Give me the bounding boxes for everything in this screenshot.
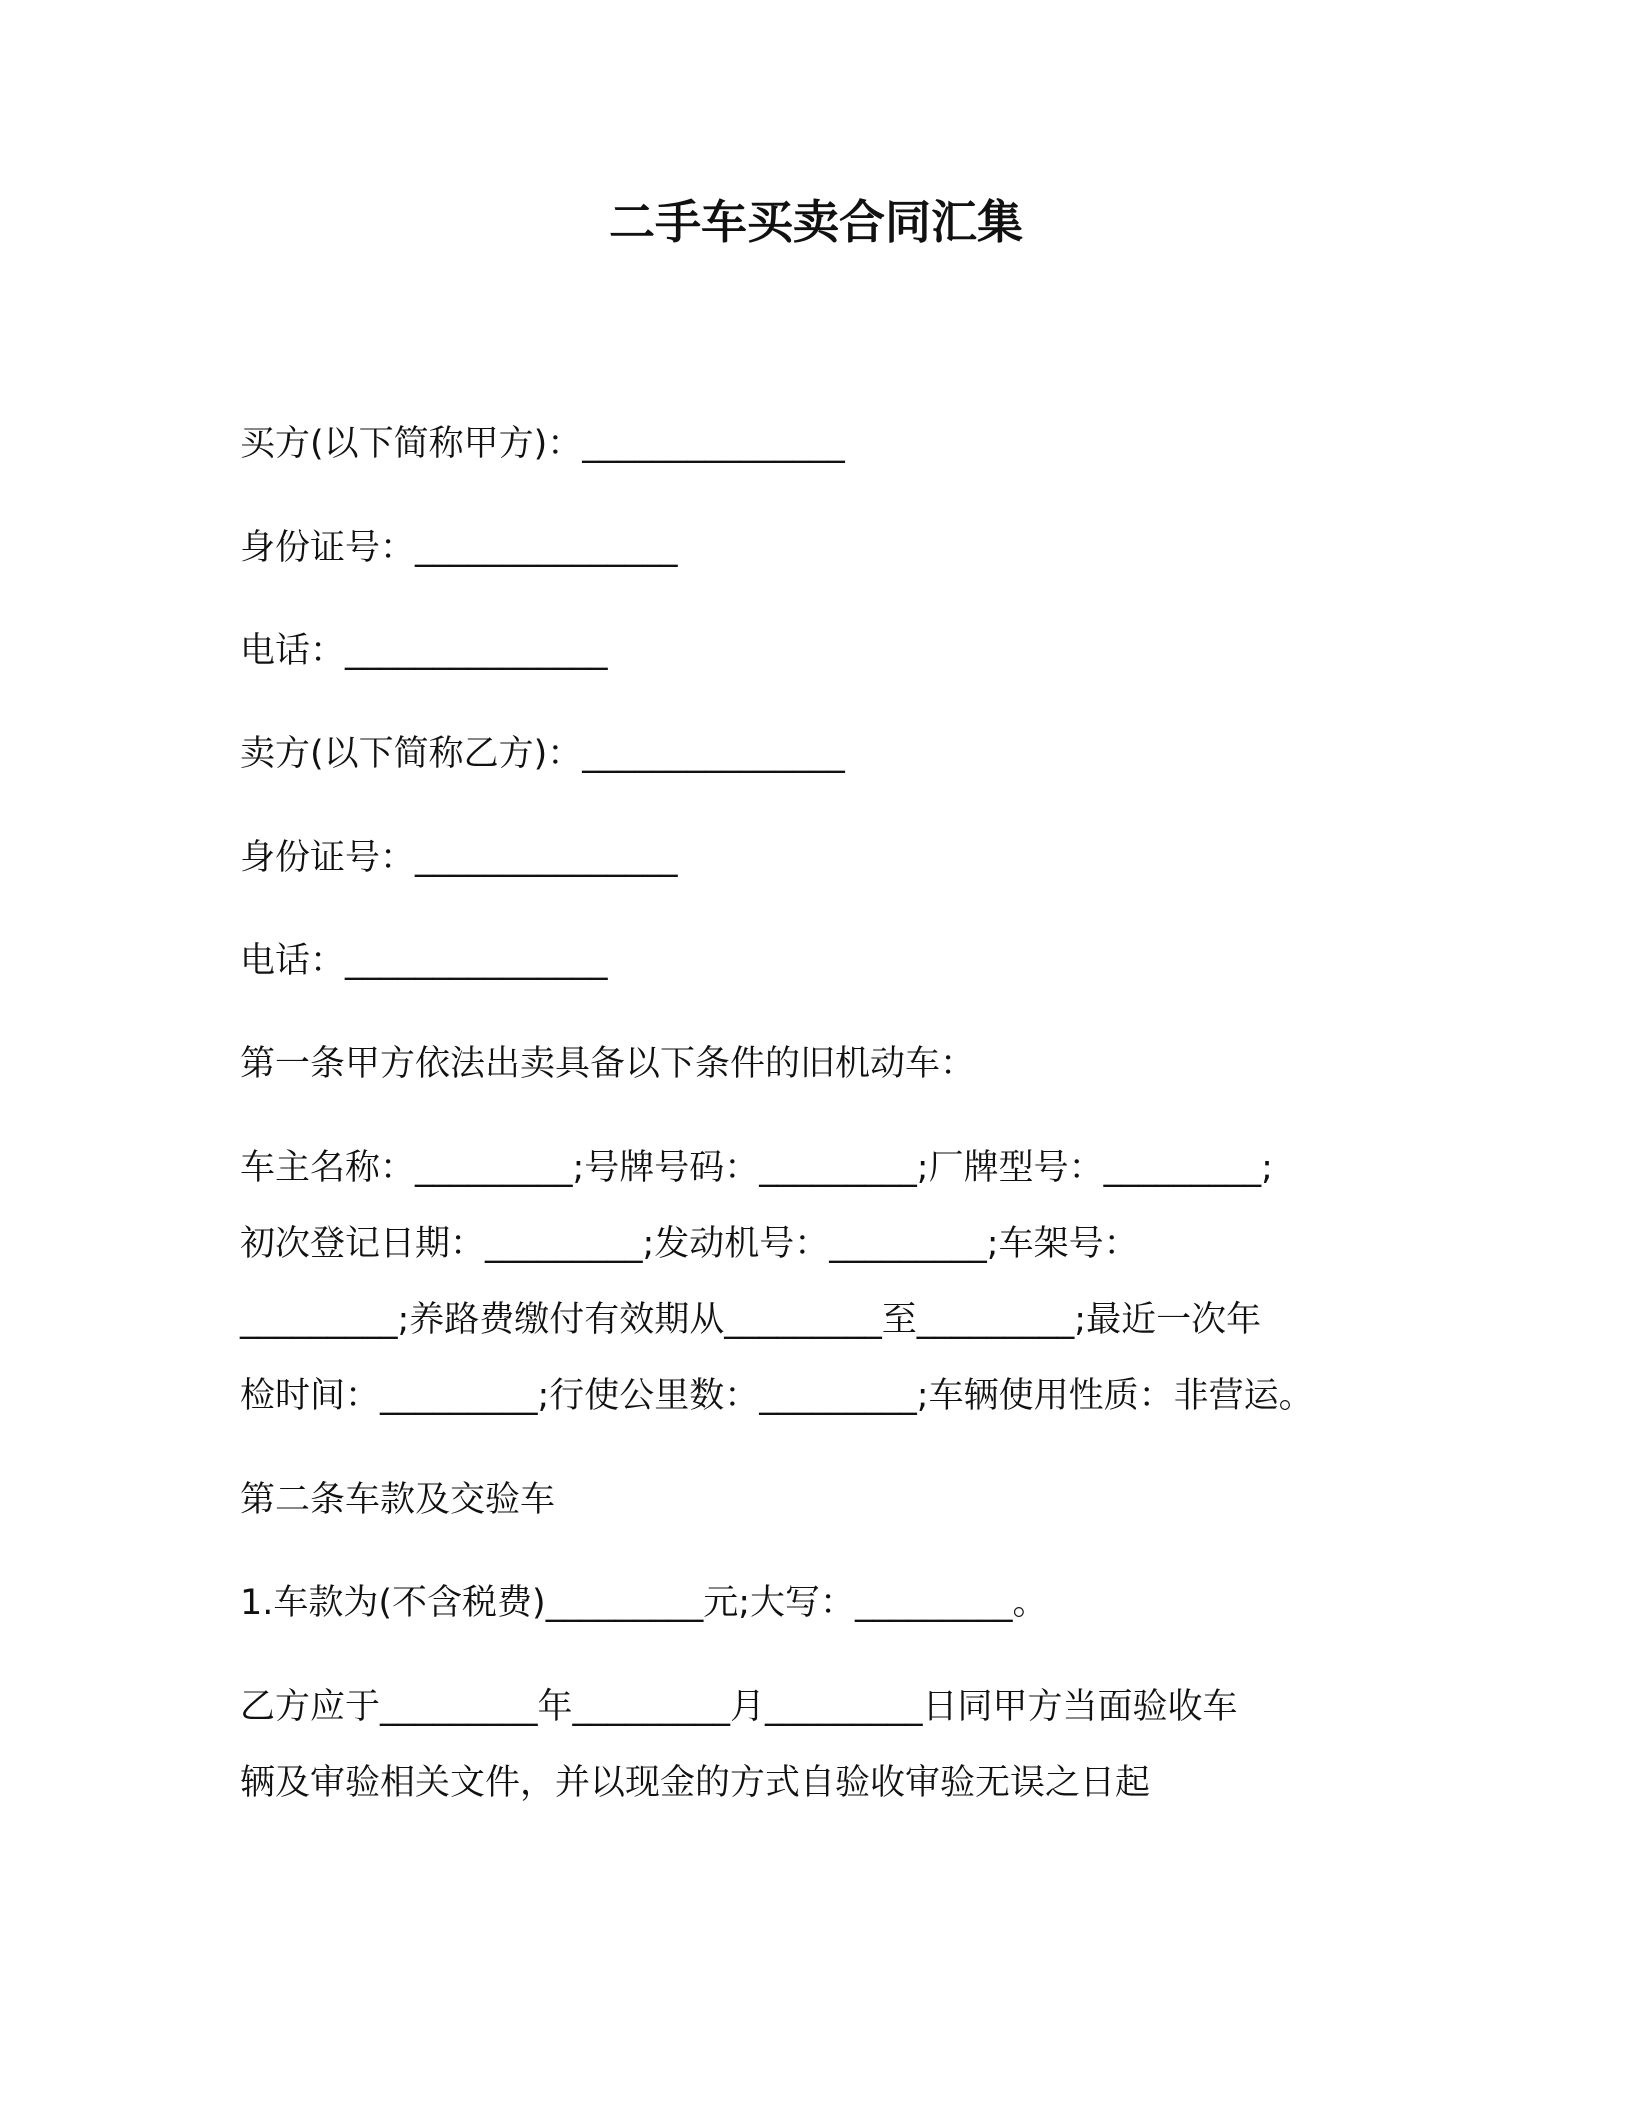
seller-phone-line: 电话：_______________ <box>240 941 608 981</box>
inspection-line-2: 辆及审验相关文件，并以现金的方式自验收审验无误之日起 <box>240 1763 1151 1803</box>
vehicle-info-line-3: _________;养路费缴付有效期从_________至_________;最近一次年 <box>240 1300 1262 1340</box>
buyer-id-line: 身份证号：_______________ <box>240 528 678 568</box>
article-two-heading: 第二条车款及交验车 <box>240 1480 556 1520</box>
buyer-name-line: 买方(以下简称甲方)：_______________ <box>240 424 845 464</box>
vehicle-info-line-1: 车主名称：_________;号牌号码：_________;厂牌型号：_________; <box>240 1148 1273 1188</box>
price-line: 1.车款为(不含税费)_________元;大写：_________。 <box>240 1583 1048 1623</box>
article-one-heading: 第一条甲方依法出卖具备以下条件的旧机动车： <box>240 1044 976 1084</box>
vehicle-info-line-2: 初次登记日期：_________;发动机号：_________;车架号： <box>240 1224 1139 1264</box>
buyer-phone-line: 电话：_______________ <box>240 631 608 671</box>
seller-id-line: 身份证号：_______________ <box>240 838 678 878</box>
vehicle-info-line-4: 检时间：_________;行使公里数：_________;车辆使用性质：非营运。 <box>240 1376 1314 1416</box>
inspection-line-1: 乙方应于_________年_________月_________日同甲方当面验收车 <box>240 1687 1238 1727</box>
document-title: 二手车买卖合同汇集 <box>609 195 1023 249</box>
seller-name-line: 卖方(以下简称乙方)：_______________ <box>240 734 845 774</box>
